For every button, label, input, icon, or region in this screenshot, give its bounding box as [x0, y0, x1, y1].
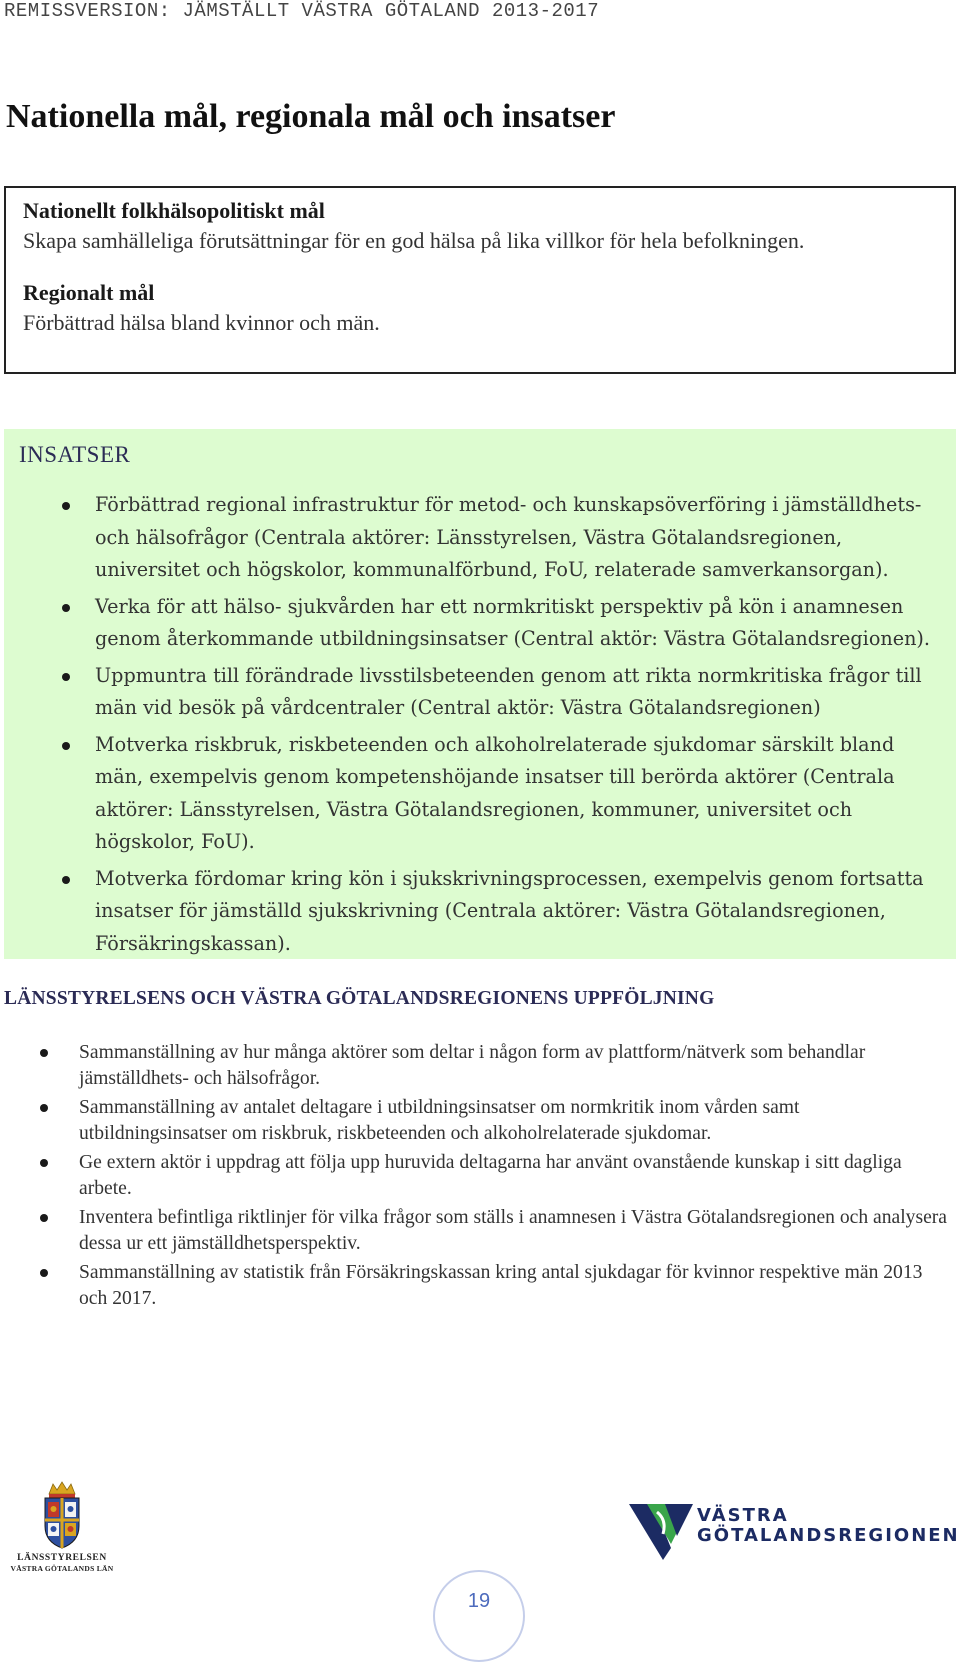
lansstyrelsen-subtitle: VÄSTRA GÖTALANDS LÄN: [10, 1564, 114, 1573]
followup-item: [0, 1150, 960, 1202]
bullet-icon: [62, 673, 70, 681]
bullet-icon: [62, 876, 70, 884]
insatser-item-text: Verka för att hälso- sjukvården har ett normkritiskt perspektiv på kön i anamnesen genom återkommande utbildningsinsatser (Central aktör: Västra Götalandsregionen).: [95, 594, 931, 650]
bullet-icon: [40, 1159, 48, 1167]
insatser-list: [4, 489, 956, 964]
running-header: REMISSVERSION: JÄMSTÄLLT VÄSTRA GÖTALAND 2013-2017: [4, 0, 600, 22]
followup-item: [0, 1205, 960, 1257]
bullet-icon: [62, 502, 70, 510]
followup-list: [0, 1040, 960, 1315]
followup-item: [0, 1260, 960, 1312]
vgr-line2: GÖTALANDSREGIONEN: [697, 1525, 960, 1546]
insatser-item: [4, 729, 956, 859]
followup-item-text: Sammanställning av antalet deltagare i utbildningsinsatser om normkritik inom vården samt utbildningsinsatser om riskbruk, riskbeteenden och alkoholrelaterade sjukdomar.: [79, 1097, 800, 1144]
page-number: 19: [467, 1590, 491, 1612]
insatser-item-text: Motverka fördomar kring kön i sjukskrivningsprocessen, exempelvis genom fortsatta insatser för jämställd sjukskrivning (Centrala aktörer: Västra Götalandsregionen, Försäkringskassan).: [95, 866, 924, 955]
lansstyrelsen-logo: [4, 1480, 120, 1574]
insatser-item: [4, 489, 956, 587]
national-goal-heading: Nationellt folkhälsopolitiskt mål: [23, 198, 325, 223]
insatser-item-text: Uppmuntra till förändrade livsstilsbeteenden genom att rikta normkritiska frågor till män vid besök på vårdcentraler (Central aktör: Västra Götalandsregionen): [95, 663, 922, 719]
goals-box: [4, 186, 956, 374]
bullet-icon: [62, 742, 70, 750]
bullet-icon: [62, 604, 70, 612]
insatser-item: [4, 863, 956, 961]
insatser-heading: INSATSER: [19, 442, 131, 467]
bullet-icon: [40, 1269, 48, 1277]
followup-item-text: Ge extern aktör i uppdrag att följa upp huruvida deltagarna har använt ovanstående kunskap i sitt dagliga arbete.: [79, 1152, 902, 1199]
insatser-section: [4, 429, 956, 959]
followup-item-text: Inventera befintliga riktlinjer för vilka frågor som ställs i anamnesen i Västra Götalandsregionen och analysera dessa ur ett jämställdhetsperspektiv.: [79, 1207, 947, 1254]
national-goal-text: Skapa samhälleliga förutsättningar för en god hälsa på lika villkor för hela befolkningen.: [23, 228, 805, 253]
insatser-item-text: Förbättrad regional infrastruktur för metod- och kunskapsöverföring i jämställdhets- och hälsofrågor (Centrala aktörer: Länsstyrelsen, Västra Götalandsregionen, universitet och högskolor, kommunalförbund, FoU, relaterade samverkansorgan).: [95, 493, 922, 581]
lansstyrelsen-name: LÄNSSTYRELSEN: [17, 1553, 107, 1563]
regional-goal-heading: Regionalt mål: [23, 280, 155, 305]
vgr-wordmark: [697, 1506, 960, 1546]
vgr-logo: [627, 1498, 960, 1568]
insatser-item-text: Motverka riskbruk, riskbeteenden och alkoholrelaterade sjukdomar särskilt bland män, exempelvis genom kompetenshöjande insatser till berörda aktörer (Centrala aktörer: Länsstyrelsen, Västra Götalandsregionen, kommuner, universitet och högskolor, FoU).: [95, 732, 895, 853]
coat-of-arms-icon: [37, 1480, 87, 1550]
vgr-symbol-icon: [627, 1498, 697, 1562]
regional-goal-text: Förbättrad hälsa bland kvinnor och män.: [23, 310, 380, 335]
insatser-item: [4, 591, 956, 656]
page-number-circle: [433, 1570, 525, 1662]
followup-item: [0, 1040, 960, 1092]
followup-item-text: Sammanställning av hur många aktörer som deltar i någon form av plattform/nätverk som behandlar jämställdhets- och hälsofrågor.: [79, 1042, 866, 1089]
page-title: Nationella mål, regionala mål och insatser: [6, 98, 616, 135]
followup-item: [0, 1095, 960, 1147]
insatser-item: [4, 660, 956, 725]
vgr-line1: VÄSTRA: [697, 1505, 789, 1526]
bullet-icon: [40, 1049, 48, 1057]
bullet-icon: [40, 1214, 48, 1222]
followup-heading: LÄNSSTYRELSENS OCH VÄSTRA GÖTALANDSREGIONENS UPPFÖLJNING: [4, 988, 715, 1009]
bullet-icon: [40, 1104, 48, 1112]
followup-item-text: Sammanställning av statistik från Försäkringskassan kring antal sjukdagar för kvinnor respektive män 2013 och 2017.: [79, 1262, 923, 1309]
